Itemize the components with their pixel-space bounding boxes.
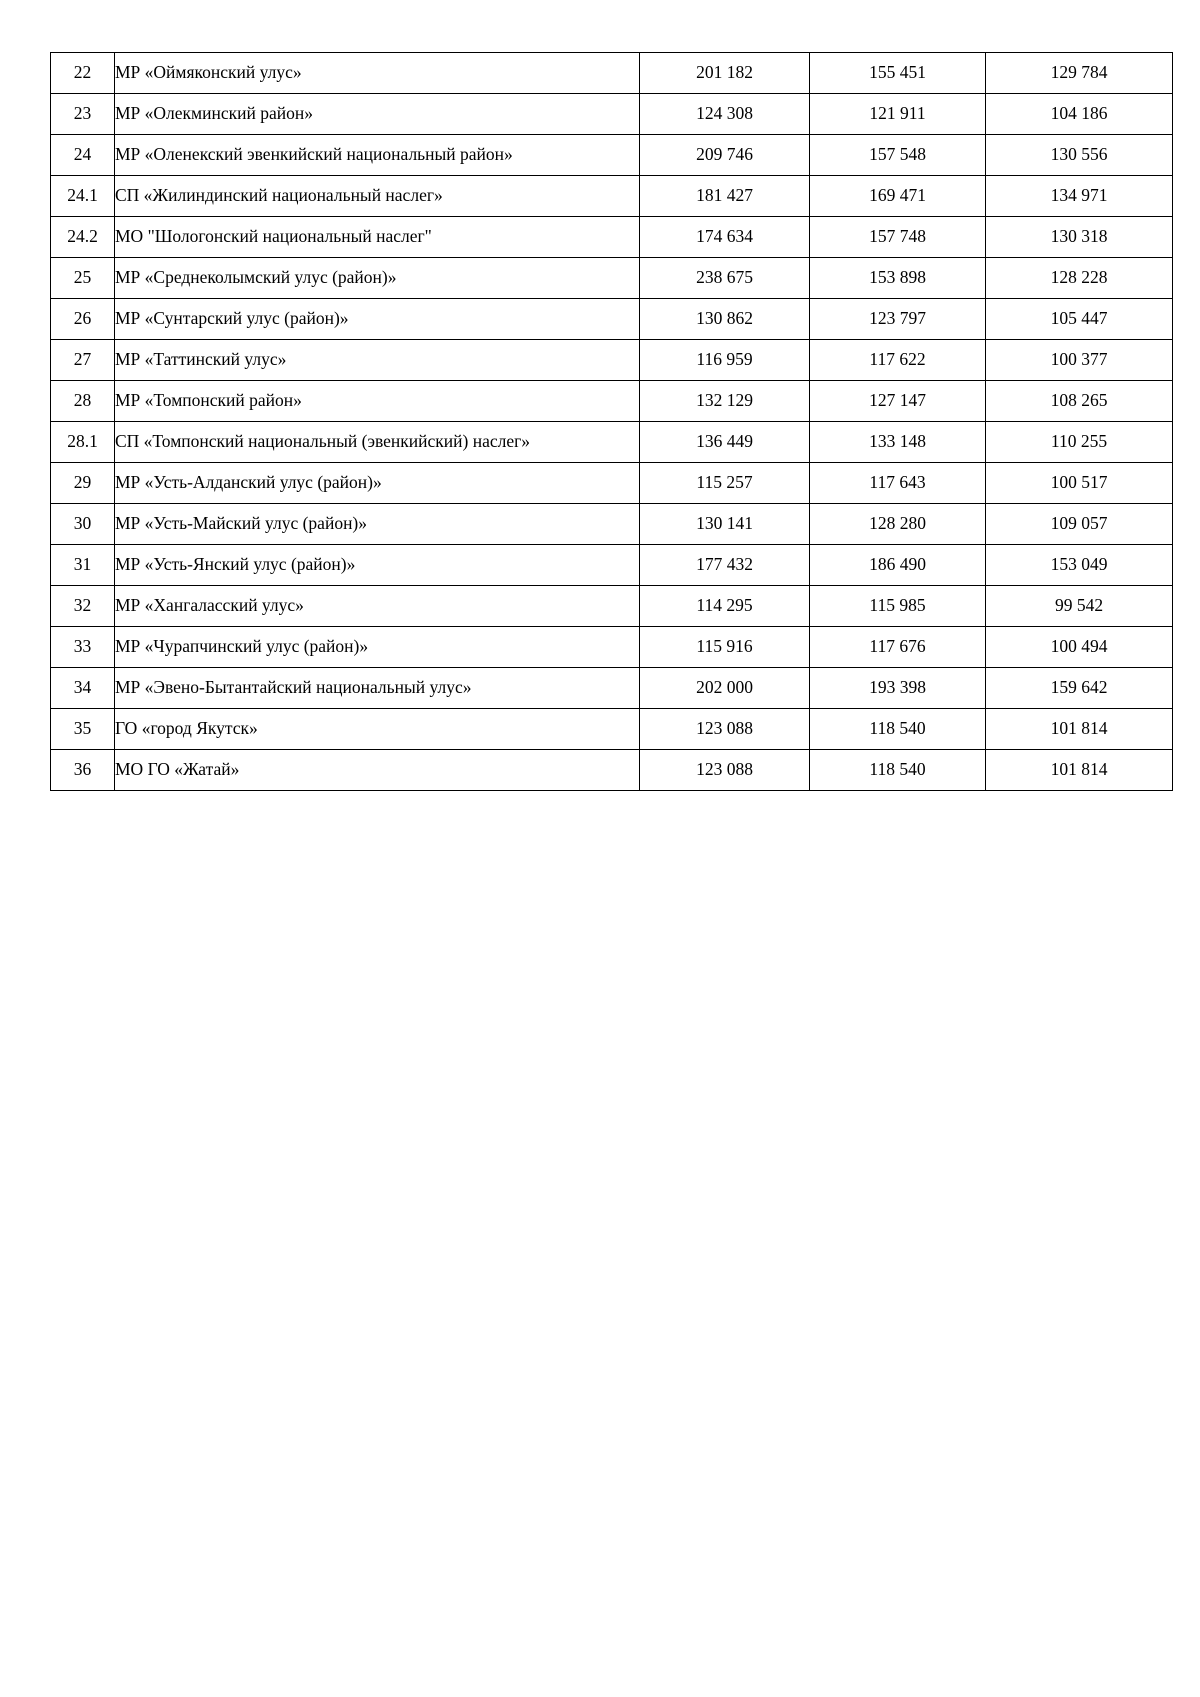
table-row — [51, 340, 1173, 381]
row-number-cell: 24 — [51, 135, 115, 176]
row-number-cell: 25 — [51, 258, 115, 299]
row-number-cell: 31 — [51, 545, 115, 586]
value-cell-1: 177 432 — [640, 545, 810, 586]
table-row — [51, 504, 1173, 545]
value-cell-1: 124 308 — [640, 94, 810, 135]
value-cell-3: 99 542 — [986, 586, 1173, 627]
municipality-name-cell: МО "Шологонский национальный наслег" — [115, 217, 640, 258]
value-cell-1: 132 129 — [640, 381, 810, 422]
value-cell-1: 201 182 — [640, 53, 810, 94]
municipality-name-cell: СП «Жилиндинский национальный наслег» — [115, 176, 640, 217]
value-cell-2: 153 898 — [810, 258, 986, 299]
table-row — [51, 463, 1173, 504]
municipality-name-cell: МР «Чурапчинский улус (район)» — [115, 627, 640, 668]
table-row — [51, 299, 1173, 340]
value-cell-3: 100 377 — [986, 340, 1173, 381]
municipality-name-cell: МР «Среднеколымский улус (район)» — [115, 258, 640, 299]
value-cell-2: 186 490 — [810, 545, 986, 586]
table-row — [51, 627, 1173, 668]
table-row — [51, 381, 1173, 422]
value-cell-1: 181 427 — [640, 176, 810, 217]
value-cell-1: 114 295 — [640, 586, 810, 627]
value-cell-3: 134 971 — [986, 176, 1173, 217]
value-cell-2: 127 147 — [810, 381, 986, 422]
table-row — [51, 135, 1173, 176]
table-row — [51, 258, 1173, 299]
value-cell-1: 136 449 — [640, 422, 810, 463]
value-cell-3: 100 517 — [986, 463, 1173, 504]
row-number-cell: 30 — [51, 504, 115, 545]
municipality-name-cell: МР «Эвено-Бытантайский национальный улус» — [115, 668, 640, 709]
value-cell-1: 238 675 — [640, 258, 810, 299]
row-number-cell: 32 — [51, 586, 115, 627]
data-table — [50, 52, 1173, 791]
value-cell-2: 193 398 — [810, 668, 986, 709]
value-cell-1: 174 634 — [640, 217, 810, 258]
value-cell-3: 101 814 — [986, 750, 1173, 791]
value-cell-2: 121 911 — [810, 94, 986, 135]
municipality-name-cell: ГО «город Якутск» — [115, 709, 640, 750]
value-cell-1: 123 088 — [640, 709, 810, 750]
table-row — [51, 668, 1173, 709]
municipality-name-cell: МР «Томпонский район» — [115, 381, 640, 422]
municipality-name-cell: МР «Оймяконский улус» — [115, 53, 640, 94]
table-row — [51, 53, 1173, 94]
value-cell-1: 115 257 — [640, 463, 810, 504]
value-cell-3: 109 057 — [986, 504, 1173, 545]
table-row — [51, 217, 1173, 258]
municipality-name-cell: МО ГО «Жатай» — [115, 750, 640, 791]
row-number-cell: 36 — [51, 750, 115, 791]
value-cell-3: 100 494 — [986, 627, 1173, 668]
value-cell-3: 129 784 — [986, 53, 1173, 94]
municipality-name-cell: МР «Таттинский улус» — [115, 340, 640, 381]
table-body — [51, 53, 1173, 791]
value-cell-2: 117 643 — [810, 463, 986, 504]
municipality-name-cell: МР «Усть-Майский улус (район)» — [115, 504, 640, 545]
value-cell-1: 209 746 — [640, 135, 810, 176]
row-number-cell: 28 — [51, 381, 115, 422]
municipality-name-cell: МР «Усть-Янский улус (район)» — [115, 545, 640, 586]
table-row — [51, 176, 1173, 217]
table-row — [51, 709, 1173, 750]
value-cell-3: 130 318 — [986, 217, 1173, 258]
value-cell-1: 116 959 — [640, 340, 810, 381]
row-number-cell: 28.1 — [51, 422, 115, 463]
value-cell-1: 115 916 — [640, 627, 810, 668]
value-cell-1: 130 862 — [640, 299, 810, 340]
value-cell-2: 157 748 — [810, 217, 986, 258]
value-cell-3: 108 265 — [986, 381, 1173, 422]
value-cell-3: 110 255 — [986, 422, 1173, 463]
table-row — [51, 94, 1173, 135]
row-number-cell: 33 — [51, 627, 115, 668]
value-cell-2: 169 471 — [810, 176, 986, 217]
value-cell-1: 123 088 — [640, 750, 810, 791]
value-cell-1: 130 141 — [640, 504, 810, 545]
value-cell-2: 128 280 — [810, 504, 986, 545]
value-cell-2: 117 622 — [810, 340, 986, 381]
value-cell-3: 128 228 — [986, 258, 1173, 299]
municipality-name-cell: МР «Олекминский район» — [115, 94, 640, 135]
row-number-cell: 24.1 — [51, 176, 115, 217]
row-number-cell: 22 — [51, 53, 115, 94]
row-number-cell: 34 — [51, 668, 115, 709]
municipality-name-cell: МР «Хангаласский улус» — [115, 586, 640, 627]
municipality-name-cell: МР «Оленекский эвенкийский национальный район» — [115, 135, 640, 176]
value-cell-2: 118 540 — [810, 750, 986, 791]
value-cell-1: 202 000 — [640, 668, 810, 709]
row-number-cell: 27 — [51, 340, 115, 381]
value-cell-2: 155 451 — [810, 53, 986, 94]
table-row — [51, 422, 1173, 463]
value-cell-2: 157 548 — [810, 135, 986, 176]
municipality-name-cell: МР «Сунтарский улус (район)» — [115, 299, 640, 340]
value-cell-2: 133 148 — [810, 422, 986, 463]
value-cell-3: 130 556 — [986, 135, 1173, 176]
row-number-cell: 29 — [51, 463, 115, 504]
municipality-name-cell: МР «Усть-Алданский улус (район)» — [115, 463, 640, 504]
value-cell-3: 159 642 — [986, 668, 1173, 709]
value-cell-2: 123 797 — [810, 299, 986, 340]
value-cell-3: 104 186 — [986, 94, 1173, 135]
row-number-cell: 35 — [51, 709, 115, 750]
table-row — [51, 586, 1173, 627]
table-row — [51, 750, 1173, 791]
value-cell-2: 115 985 — [810, 586, 986, 627]
row-number-cell: 26 — [51, 299, 115, 340]
value-cell-3: 105 447 — [986, 299, 1173, 340]
table-row — [51, 545, 1173, 586]
row-number-cell: 23 — [51, 94, 115, 135]
value-cell-3: 101 814 — [986, 709, 1173, 750]
value-cell-2: 117 676 — [810, 627, 986, 668]
value-cell-2: 118 540 — [810, 709, 986, 750]
municipality-name-cell: СП «Томпонский национальный (эвенкийский) наслег» — [115, 422, 640, 463]
value-cell-3: 153 049 — [986, 545, 1173, 586]
row-number-cell: 24.2 — [51, 217, 115, 258]
